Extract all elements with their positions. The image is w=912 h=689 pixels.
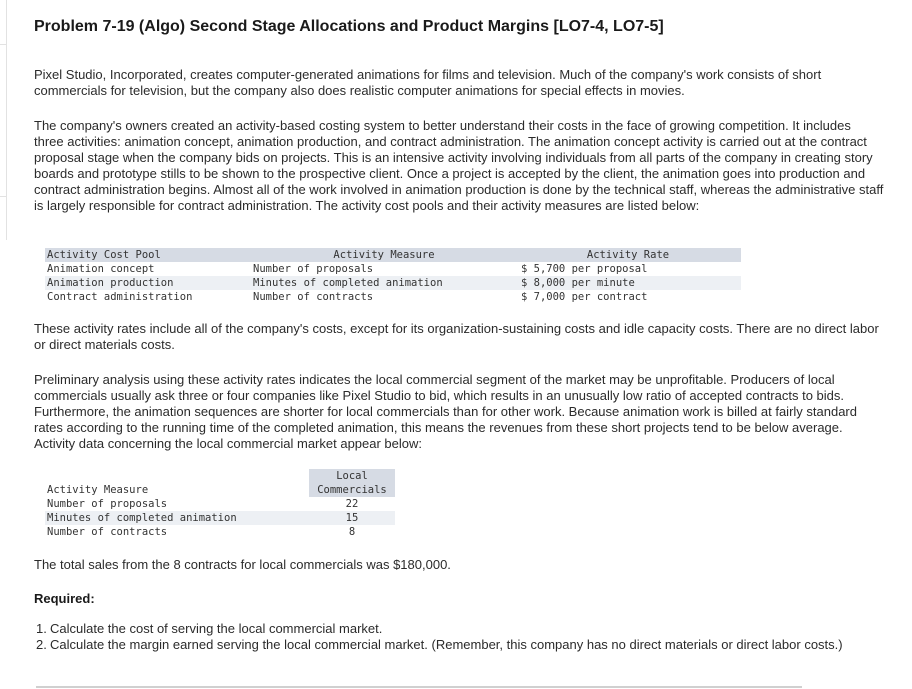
left-panel-notch — [0, 196, 6, 197]
table-row — [45, 262, 741, 276]
value-cell: 15 — [309, 511, 395, 525]
value-cell: 8 — [348, 526, 356, 538]
total-sales-paragraph: The total sales from the 8 contracts for local commercials was $180,000. — [34, 557, 451, 572]
cost-pool-cell: Animation concept — [47, 263, 155, 275]
header-activity-cost-pool: Activity Cost Pool — [45, 248, 253, 262]
list-item-number: 2. — [36, 637, 47, 652]
measure-cell: Number of proposals — [47, 498, 168, 510]
rate-cell: $ 8,000 per minute — [515, 276, 741, 290]
preliminary-analysis-paragraph: Preliminary analysis using these activity rates indicates the local commercial segment of the market may be unprofitable. Producers of local commercials usually ask three or four companies like Pixel Studio to bid, which results in an unusually low ratio of accepted contracts to bids. Furthermore, the animation sequences are shorter for local commercials than for other work. Because animation work is billed at fairly standard rates according to the running time of the completed animation, this means the revenues from these short projects tend to be below average. Activity data concerning the local commercial market appear below: — [34, 372, 857, 451]
header-activity-measure: Activity Measure — [253, 248, 515, 262]
header-activity-measure: Activity Measure — [47, 484, 149, 496]
activity-rates-table — [45, 248, 741, 304]
table-row — [45, 511, 395, 525]
header-activity-rate: Activity Rate — [515, 248, 741, 262]
rates-note-paragraph: These activity rates include all of the company's costs, except for its organization-sustaining costs and idle capacity costs. There are no direct labor or direct materials costs. — [34, 321, 879, 352]
measure-cell: Number of contracts — [47, 526, 168, 538]
table-row — [45, 525, 395, 539]
rate-cell: $ 5,700 per proposal — [521, 263, 648, 275]
header-commercials: Commercials — [309, 483, 395, 497]
list-item-number: 1. — [36, 621, 47, 636]
required-list — [34, 621, 884, 653]
cost-pool-cell: Animation production — [45, 276, 253, 290]
measure-cell: Minutes of completed animation — [45, 511, 309, 525]
cost-pool-cell: Contract administration — [47, 291, 193, 303]
value-cell: 22 — [345, 498, 359, 510]
list-item — [34, 637, 884, 653]
intro-paragraph: Pixel Studio, Incorporated, creates computer-generated animations for films and television. Much of the company's work consists of short commercials for television, but the company also does realistic computer animations for special effects in movies. — [34, 67, 822, 98]
table-header-row — [45, 483, 395, 497]
measure-cell: Number of contracts — [253, 291, 374, 303]
problem-title: Problem 7-19 (Algo) Second Stage Allocations and Product Margins [LO7-4, LO7-5] — [34, 18, 664, 35]
list-item-text: Calculate the cost of serving the local commercial market. — [50, 621, 383, 636]
list-item — [34, 621, 884, 637]
left-panel-notch — [0, 44, 6, 45]
table-row — [45, 290, 741, 304]
required-heading: Required: — [34, 591, 95, 606]
header-local: Local — [309, 469, 395, 483]
bottom-divider — [36, 686, 802, 688]
table-header-row — [45, 469, 395, 483]
local-commercials-activity-table — [45, 469, 395, 539]
list-item-text: Calculate the margin earned serving the local commercial market. (Remember, this company has no direct materials or direct labor costs.) — [50, 637, 843, 652]
table-row — [45, 497, 395, 511]
abc-system-paragraph: The company's owners created an activity-based costing system to better understand their costs in the face of growing competition. It includes three activities: animation concept, animation production, and contract administration. The animation concept activity is carried out at the contract proposal stage when the company bids on projects. This is an intensive activity involving individuals from all parts of the company in creating story boards and prototype stills to be shown to the prospective client. Once a project is accepted by the client, the animation goes into production and contract administration begins. Almost all of the work involved in animation production is done by the technical staff, whereas the administrative staff is largely responsible for contract administration. The activity cost pools and their activity measures are listed below: — [34, 118, 884, 213]
table-header-row — [45, 248, 741, 262]
left-panel-edge — [0, 0, 7, 240]
rate-cell: $ 7,000 per contract — [521, 291, 648, 303]
measure-cell: Number of proposals — [253, 263, 374, 275]
measure-cell: Minutes of completed animation — [253, 276, 515, 290]
table-row — [45, 276, 741, 290]
